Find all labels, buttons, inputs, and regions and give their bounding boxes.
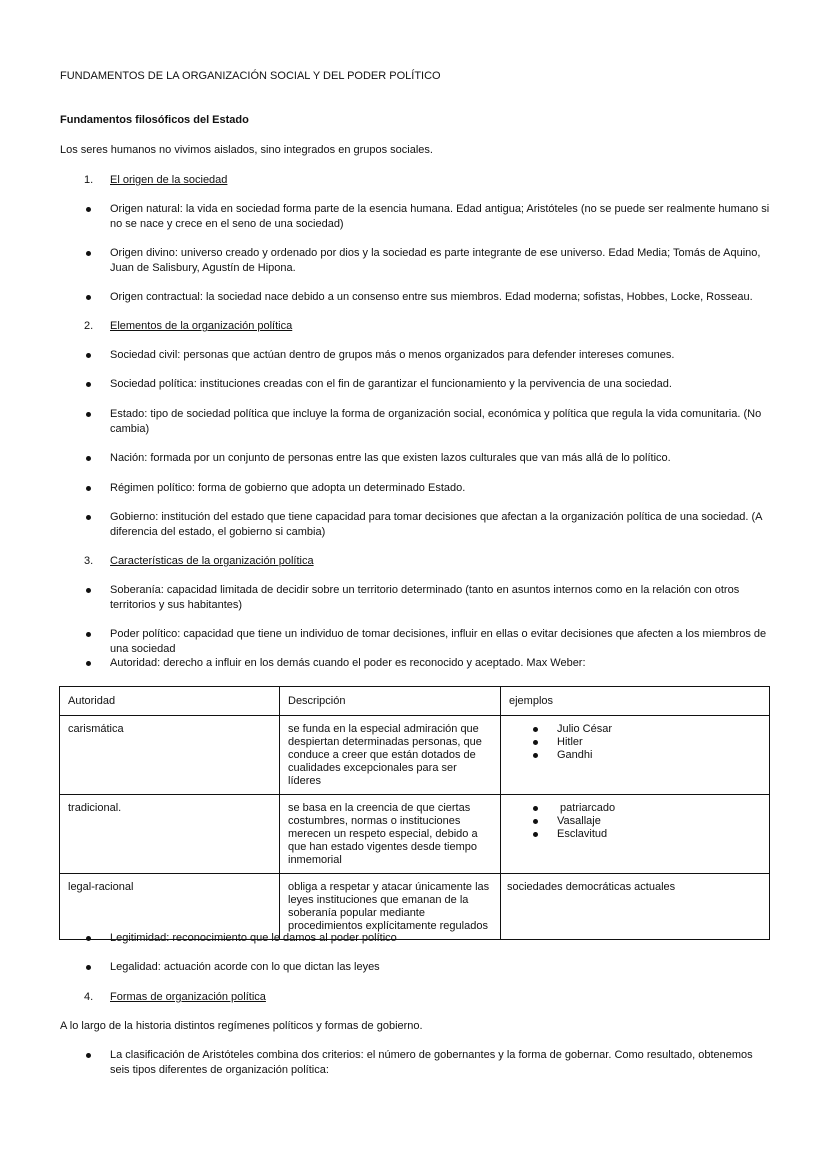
bullet-icon bbox=[86, 382, 91, 387]
section-title-origen: El origen de la sociedad bbox=[110, 174, 228, 186]
bullet-icon bbox=[86, 207, 91, 212]
example-item: Esclavitud bbox=[531, 828, 761, 841]
bullet-icon bbox=[86, 515, 91, 520]
list-item: Origen natural: la vida en sociedad forma parte de la esencia humana. Edad antigua; Aristóteles (no se puede ser realmente humano si no se nace y crece en el seno de una sociedad) bbox=[110, 203, 770, 230]
list-item: Poder político: capacidad que tiene un individuo de tomar decisiones, influir en ellas o evitar decisiones que afecten a los miembros de una sociedad bbox=[110, 628, 767, 655]
bullet-icon bbox=[86, 412, 91, 417]
bullet-icon bbox=[86, 456, 91, 461]
list-item: Nación: formada por un conjunto de personas entre las que existen lazos culturales que van más allá de lo político. bbox=[110, 452, 671, 464]
bullet-icon bbox=[86, 295, 91, 300]
list-item: Sociedad política: instituciones creadas con el fin de garantizar el funcionamiento y la pervivencia de una sociedad. bbox=[110, 378, 672, 390]
list-item: Legalidad: actuación acorde con lo que dictan las leyes bbox=[110, 961, 380, 973]
list-item: La clasificación de Aristóteles combina dos criterios: el número de gobernantes y la forma de gobernar. Como resultado, obtenemos seis tipos diferentes de organización política: bbox=[110, 1049, 753, 1076]
table-header-row bbox=[60, 687, 770, 716]
list-item: Legitimidad: reconocimiento que le damos al poder político bbox=[110, 932, 397, 944]
bullet-icon bbox=[86, 661, 91, 666]
list-item: Soberanía: capacidad limitada de decidir sobre un territorio determinado (tanto en asuntos internos como en la relación con otros territorios y sus habitantes) bbox=[110, 584, 740, 611]
authority-table bbox=[59, 686, 770, 940]
table-row bbox=[60, 716, 770, 795]
list-number: 3. bbox=[84, 555, 94, 567]
list-item: Sociedad civil: personas que actúan dentro de grupos más o menos organizados para defender intereses comunes. bbox=[110, 349, 675, 361]
list-item: Autoridad: derecho a influir en los demás cuando el poder es reconocido y aceptado. Max Weber: bbox=[110, 657, 586, 669]
bullet-icon bbox=[86, 965, 91, 970]
bullet-icon bbox=[86, 936, 91, 941]
description-cell: se funda en la especial admiración que despiertan determinadas personas, que conduce a creer que están dotados de cualidades excepcionales para ser líderes bbox=[280, 716, 501, 795]
header-cell: ejemplos bbox=[501, 687, 770, 716]
header-cell: Descripción bbox=[280, 687, 501, 716]
bullet-icon bbox=[86, 251, 91, 256]
bullet-icon bbox=[86, 632, 91, 637]
description-cell: obliga a respetar y atacar únicamente las leyes instituciones que emanan de la soberanía popular mediante procedimientos explícitamente regulados bbox=[280, 874, 501, 940]
header-cell: Autoridad bbox=[60, 687, 280, 716]
intro-paragraph: Los seres humanos no vivimos aislados, sino integrados en grupos sociales. bbox=[60, 144, 433, 156]
list-number: 1. bbox=[84, 174, 94, 186]
bullet-icon bbox=[86, 588, 91, 593]
bullet-icon bbox=[86, 353, 91, 358]
heading-text: Fundamentos filosóficos del Estado bbox=[60, 114, 249, 126]
type-cell: carismática bbox=[60, 716, 280, 795]
type-cell: tradicional. bbox=[60, 795, 280, 874]
list-item: Origen divino: universo creado y ordenado por dios y la sociedad es parte integrante de ese universo. Edad Media; Tomás de Aquino, Juan de Salisbury, Agustín de Hipona. bbox=[110, 247, 761, 274]
paragraph: A lo largo de la historia distintos regímenes políticos y formas de gobierno. bbox=[60, 1020, 423, 1032]
section-heading bbox=[60, 113, 772, 128]
example-item: Julio César bbox=[531, 723, 761, 736]
table-row bbox=[60, 874, 770, 940]
examples-cell: sociedades democráticas actuales bbox=[501, 874, 770, 940]
examples-cell bbox=[501, 716, 770, 795]
type-cell: legal-racional bbox=[60, 874, 280, 940]
list-number: 2. bbox=[84, 320, 94, 332]
bullet-icon bbox=[86, 1053, 91, 1058]
list-item: Régimen político: forma de gobierno que adopta un determinado Estado. bbox=[110, 482, 466, 494]
example-item: patriarcado bbox=[531, 802, 761, 815]
list-item: Origen contractual: la sociedad nace debido a un consenso entre sus miembros. Edad moderna; sofistas, Hobbes, Locke, Rosseau. bbox=[110, 291, 753, 303]
list-item: Estado: tipo de sociedad política que incluye la forma de organización social, económica y política que regula la vida comunitaria. (No cambia) bbox=[110, 408, 762, 435]
example-item: Hitler bbox=[531, 736, 761, 749]
table-row bbox=[60, 795, 770, 874]
document-title: FUNDAMENTOS DE LA ORGANIZACIÓN SOCIAL Y DEL PODER POLÍTICO bbox=[60, 70, 441, 82]
bullet-icon bbox=[86, 486, 91, 491]
example-item: Vasallaje bbox=[531, 815, 761, 828]
section-title-elementos: Elementos de la organización política bbox=[110, 320, 293, 332]
example-item: Gandhi bbox=[531, 749, 761, 762]
section-title-formas: Formas de organización política bbox=[110, 991, 266, 1003]
section-title-caracteristicas: Características de la organización política bbox=[110, 555, 314, 567]
examples-cell bbox=[501, 795, 770, 874]
description-cell: se basa en la creencia de que ciertas costumbres, normas o instituciones merecen un respeto especial, debido a que han estado vigentes desde tiempo inmemorial bbox=[280, 795, 501, 874]
list-number: 4. bbox=[84, 991, 94, 1003]
list-item: Gobierno: institución del estado que tiene capacidad para tomar decisiones que afectan a la organización política de una sociedad. (A diferencia del estado, el gobierno si cambia) bbox=[110, 511, 762, 538]
